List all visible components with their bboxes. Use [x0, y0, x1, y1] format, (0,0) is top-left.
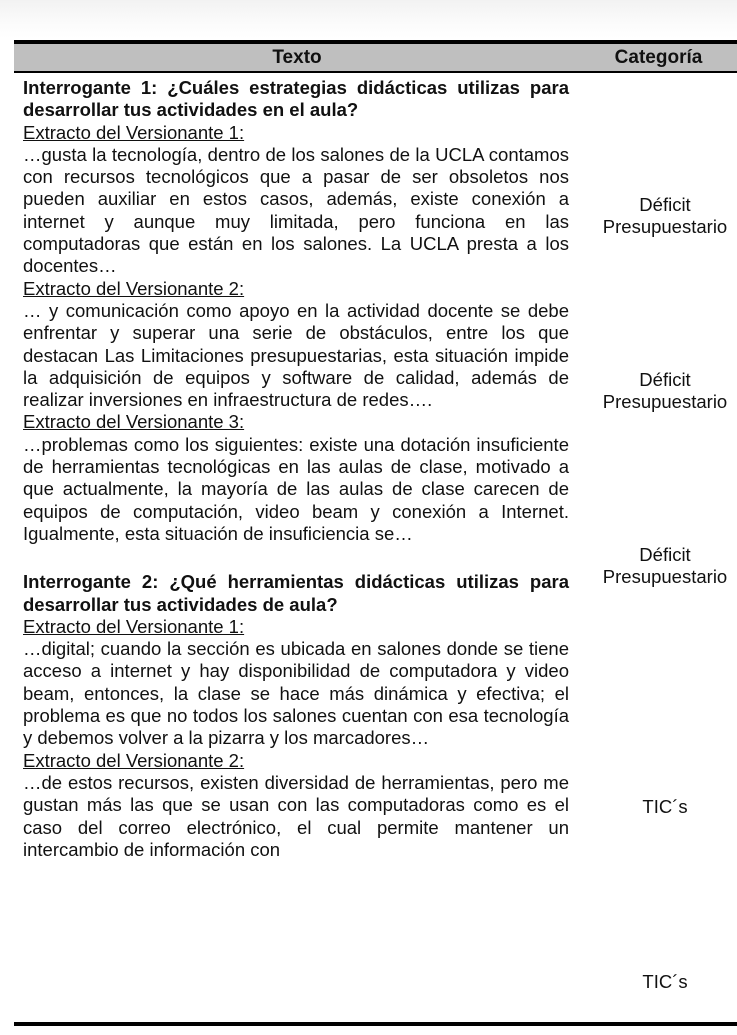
- category-cell: [580, 544, 737, 589]
- category-cell: [580, 796, 737, 818]
- category-line: Déficit: [639, 544, 691, 565]
- category-line: Presupuestario: [602, 566, 728, 588]
- extract-label: Extracto del Versionante 2:: [23, 277, 245, 299]
- category-line: Presupuestario: [602, 391, 728, 413]
- category-line: TIC´s: [642, 971, 688, 992]
- section-gap: [23, 545, 569, 571]
- question-2: Interrogante 2: ¿Qué herramientas didácticas utilizas para desarrollar tus actividades de aula?: [23, 571, 569, 615]
- header-texto: Texto: [272, 47, 322, 68]
- extract-text: …de estos recursos, existen diversidad de herramientas, pero me gustan más las que se usan con las computadoras como es el caso del correo electrónico, el cual permite mantener un intercambio de información con: [23, 771, 569, 860]
- text-column: [23, 77, 569, 861]
- extract-label: Extracto del Versionante 2:: [23, 749, 245, 771]
- extract-label: Extracto del Versionante 1:: [23, 615, 245, 637]
- category-cell: [580, 971, 737, 993]
- extract-text: …gusta la tecnología, dentro de los salones de la UCLA contamos con recursos tecnológicos que a pasar de ser obsoletos nos pueden auxiliar en estos casos, además, existe conexión a internet y aunque muy limitada, pero funciona en las computadoras que están en los salones. La UCLA presta a los docentes…: [23, 143, 569, 277]
- category-cell: [580, 194, 737, 239]
- category-line: Déficit: [639, 194, 691, 215]
- categorization-table: [14, 40, 737, 1026]
- extract-label: Extracto del Versionante 3:: [23, 411, 245, 433]
- extract-text: … y comunicación como apoyo en la actividad docente se debe enfrentar y superar una serie de obstáculos, entre los que destacan Las Limitaciones presupuestarias, esta situación impide la adquisición de equipos y software de calidad, además de realizar inversiones en infraestructura de redes….: [23, 299, 569, 411]
- category-cell: [580, 369, 737, 414]
- header-categoria: Categoría: [614, 47, 703, 68]
- extract-text: …digital; cuando la sección es ubicada en salones donde se tiene acceso a internet y hay disponibilidad de computadora y video beam, entonces, la clase se hace más dinámica y efectiva; el problema es que no todos los salones cuentan con esa tecnología y debemos volver a la pizarra y los marcadores…: [23, 638, 569, 749]
- scan-shadow: [0, 0, 737, 38]
- category-line: Déficit: [639, 369, 691, 390]
- question-1: Interrogante 1: ¿Cuáles estrategias didácticas utilizas para desarrollar tus actividades en el aula?: [23, 77, 569, 121]
- category-line: TIC´s: [642, 796, 688, 817]
- extract-label: Extracto del Versionante 1:: [23, 121, 245, 143]
- category-line: Presupuestario: [602, 216, 728, 238]
- extract-text: …problemas como los siguientes: existe una dotación insuficiente de herramientas tecnológicas en las aulas de clase, motivado a que actualmente, la mayoría de las aulas de clase carecen de equipos de computación, video beam y conexión a Internet. Igualmente, esta situación de insuficiencia se…: [23, 433, 569, 544]
- table-header: [14, 44, 737, 73]
